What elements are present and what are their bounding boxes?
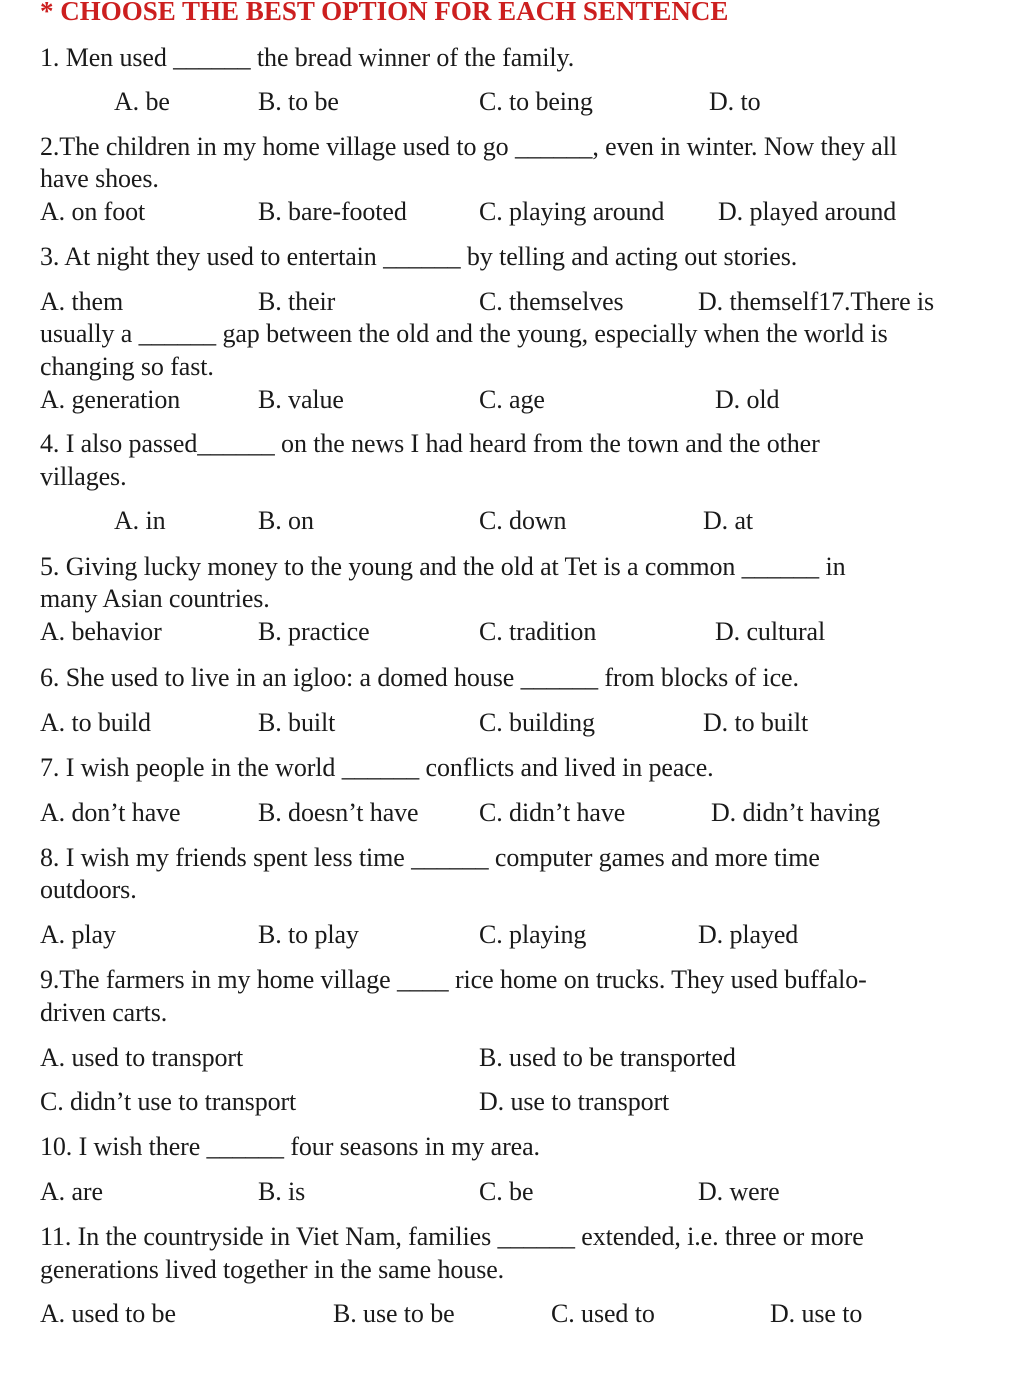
question-2-option-b: B. bare-footed — [258, 197, 407, 226]
question-8-text-line-1: 8. I wish my friends spent less time ______ computer games and more time — [40, 843, 820, 872]
question-6-option-c: C. building — [479, 708, 595, 737]
question-3-option-c: C. themselves — [479, 287, 624, 316]
question-11-option-c: C. used to — [551, 1299, 655, 1328]
worksheet-heading: * CHOOSE THE BEST OPTION FOR EACH SENTENCE — [40, 0, 729, 26]
question-11-option-a: A. used to be — [40, 1299, 176, 1328]
question-7-option-a: A. don’t have — [40, 798, 181, 827]
question-6-option-b: B. built — [258, 708, 336, 737]
question-5-option-d: D. cultural — [715, 617, 826, 646]
question-5-option-a: A. behavior — [40, 617, 162, 646]
question-3-option-b: B. their — [258, 287, 336, 316]
question-5-option-c: C. tradition — [479, 617, 597, 646]
question-4-text-line-2: villages. — [40, 462, 127, 491]
question-4-option-a: A. in — [114, 506, 166, 535]
question-8-option-b: B. to play — [258, 920, 359, 949]
question-3-text: 3. At night they used to entertain ______ by telling and acting out stories. — [40, 242, 798, 271]
question-4-text-line-1: 4. I also passed______ on the news I had heard from the town and the other — [40, 429, 820, 458]
question-9-option-b: B. used to be transported — [479, 1043, 736, 1072]
question-7-text: 7. I wish people in the world ______ conflicts and lived in peace. — [40, 753, 714, 782]
question-1-option-b: B. to be — [258, 87, 339, 116]
question-1-option-c: C. to being — [479, 87, 593, 116]
question-4-option-c: C. down — [479, 506, 567, 535]
question-5-text-line-2: many Asian countries. — [40, 584, 270, 613]
question-7-option-d: D. didn’t having — [711, 798, 881, 827]
question-1-option-d: D. to — [709, 87, 761, 116]
question-9-option-c: C. didn’t use to transport — [40, 1087, 297, 1116]
question-17-option-d: D. old — [715, 385, 780, 414]
question-2-option-d: D. played around — [718, 197, 897, 226]
question-11-option-b: B. use to be — [333, 1299, 455, 1328]
question-4-option-b: B. on — [258, 506, 314, 535]
question-2-option-c: C. playing around — [479, 197, 665, 226]
question-8-option-c: C. playing — [479, 920, 587, 949]
question-3-option-a: A. them — [40, 287, 124, 316]
question-17-option-a: A. generation — [40, 385, 181, 414]
question-17-option-b: B. value — [258, 385, 344, 414]
question-7-option-b: B. doesn’t have — [258, 798, 419, 827]
question-17-text-line-1: usually a ______ gap between the old and the young, especially when the world is — [40, 319, 888, 348]
question-6-text: 6. She used to live in an igloo: a domed house ______ from blocks of ice. — [40, 663, 799, 692]
question-7-option-c: C. didn’t have — [479, 798, 626, 827]
question-3-option-d-merged: D. themself17.There is — [698, 287, 935, 316]
question-10-text: 10. I wish there ______ four seasons in my area. — [40, 1132, 540, 1161]
question-11-text-line-2: generations lived together in the same house. — [40, 1255, 505, 1284]
question-1-option-a: A. be — [114, 87, 170, 116]
question-10-option-a: A. are — [40, 1177, 103, 1206]
question-17-option-c: C. age — [479, 385, 545, 414]
question-10-option-b: B. is — [258, 1177, 306, 1206]
question-8-option-d: D. played — [698, 920, 799, 949]
question-6-option-a: A. to build — [40, 708, 151, 737]
question-9-text-line-1: 9.The farmers in my home village ____ rice home on trucks. They used buffalo- — [40, 965, 867, 994]
question-11-option-d: D. use to — [770, 1299, 863, 1328]
question-9-option-d: D. use to transport — [479, 1087, 670, 1116]
question-11-text-line-1: 11. In the countryside in Viet Nam, families ______ extended, i.e. three or more — [40, 1222, 864, 1251]
question-9-option-a: A. used to transport — [40, 1043, 244, 1072]
question-1-text: 1. Men used ______ the bread winner of the family. — [40, 43, 575, 72]
question-2-option-a: A. on foot — [40, 197, 146, 226]
question-5-text-line-1: 5. Giving lucky money to the young and the old at Tet is a common ______ in — [40, 552, 846, 581]
question-2-text-line-1: 2.The children in my home village used to go ______, even in winter. Now they all — [40, 132, 897, 161]
question-5-option-b: B. practice — [258, 617, 370, 646]
question-10-option-d: D. were — [698, 1177, 780, 1206]
question-2-text-line-2: have shoes. — [40, 164, 159, 193]
question-6-option-d: D. to built — [703, 708, 809, 737]
question-8-option-a: A. play — [40, 920, 116, 949]
question-9-text-line-2: driven carts. — [40, 998, 168, 1027]
question-10-option-c: C. be — [479, 1177, 534, 1206]
question-17-text-line-2: changing so fast. — [40, 352, 214, 381]
question-8-text-line-2: outdoors. — [40, 875, 137, 904]
question-4-option-d: D. at — [703, 506, 754, 535]
